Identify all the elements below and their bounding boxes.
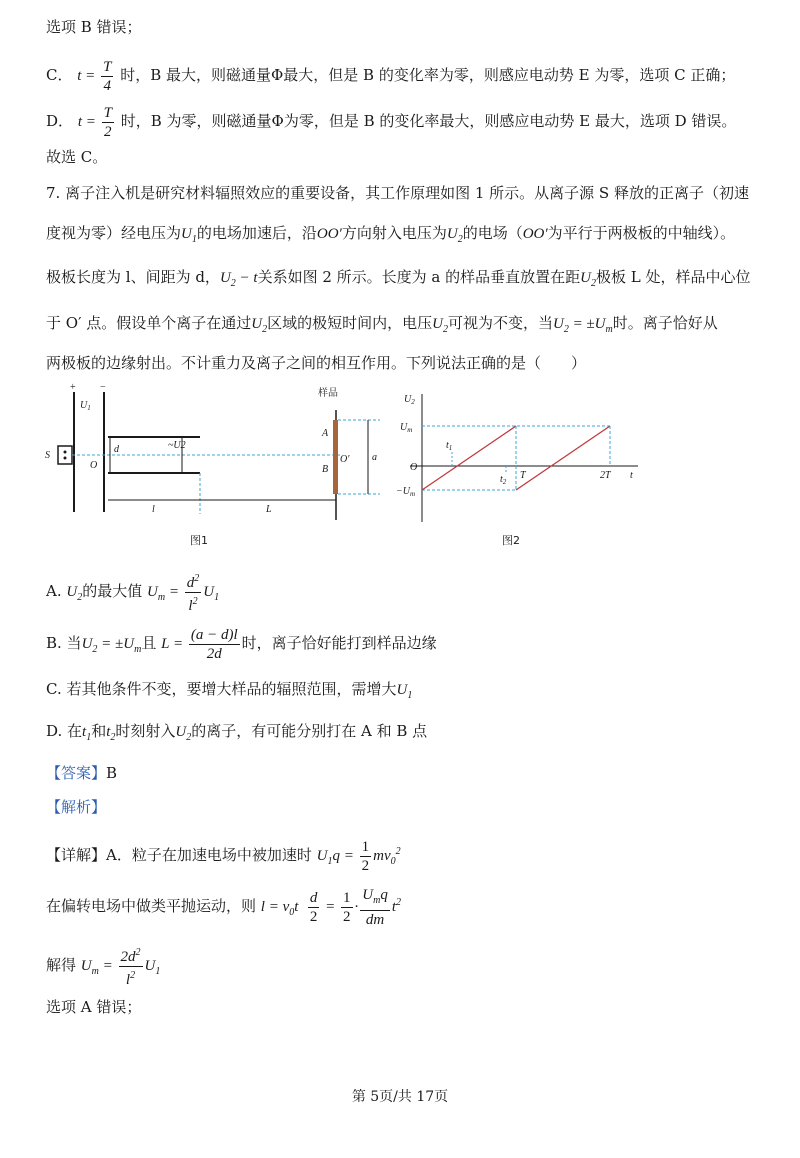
sym-U2: $U_2$ xyxy=(432,316,448,335)
detail-label: 【详解】 xyxy=(46,845,107,864)
t: 解得 xyxy=(46,955,77,974)
sym-U2: $U_2$ xyxy=(580,270,596,289)
text: 选项 B 错误； xyxy=(46,18,142,36)
t: 方向射入电压为 xyxy=(341,224,447,242)
sym-t2: $t_2$ xyxy=(106,724,116,743)
fig1-L: L xyxy=(266,504,272,515)
fig1-d: d xyxy=(114,444,119,455)
fig1-A: A xyxy=(322,428,329,439)
sym-U2: $U_2$ xyxy=(175,724,192,743)
fig2-neg-um: $-U_m$ xyxy=(396,486,416,498)
text: 两极板的边缘射出。不计重力及离子之间的相互作用。下列说法正确的是（ ） xyxy=(46,354,587,372)
sym-U2-t: $U_2 - t$ xyxy=(219,270,258,289)
text: 时，B 最大，则磁通量Φ最大，但是 B 的变化率为零，则感应电动势 E 为零，选项 C 正确； xyxy=(120,65,736,84)
t: 的电场加速后，沿 xyxy=(196,224,317,242)
sym-OO: OO′ xyxy=(316,226,342,242)
line-option-c xyxy=(46,58,770,95)
formula-t-eq-T2: t = $\frac{T}{2}$ xyxy=(77,105,112,140)
q7-line-5 xyxy=(46,352,770,374)
q7-line-2 xyxy=(46,222,770,251)
fig1-plus: + xyxy=(70,382,76,393)
t: C. 若其他条件不变，要增大样品的辐照范围，需增大 xyxy=(46,680,397,698)
prefix: D． xyxy=(46,111,74,130)
fig1-sample xyxy=(333,420,338,494)
line-option-d xyxy=(46,104,770,141)
t: 于 O′ 点。假设单个离子在通过 xyxy=(46,314,252,332)
fig1-u1: $U_1$ xyxy=(80,400,91,412)
t: D. 在 xyxy=(46,722,83,740)
fig1-a: a xyxy=(372,452,377,463)
fig2-caption: 图2 xyxy=(502,534,520,547)
t: 时。离子恰好从 xyxy=(612,314,718,332)
t: A．粒子在加速电场中被加速时 xyxy=(106,845,312,864)
t: 的离子，有可能分别打在 A 和 B 点 xyxy=(191,722,428,740)
detail-line-3 xyxy=(46,944,770,989)
text: 故选 C。 xyxy=(46,148,108,166)
fig2-t2: $t_2$ xyxy=(500,474,507,486)
text: 7. 离子注入机是研究材料辐照效应的重要设备，其工作原理如图 1 所示。从离子源 S 释放的正离子（初速 xyxy=(46,184,749,202)
formula-deflect: $l = v_0t$ $\frac{d}{2}$ = $\frac{1}{2}$ · $\frac{U_mq}{dm}$ $t^2$ xyxy=(260,887,402,928)
fig1-source xyxy=(58,446,72,464)
formula-result: $U_m$ = $\frac{2d^2}{l^2}$ $U_1$ xyxy=(81,958,161,974)
fig2-um: $U_m$ xyxy=(400,422,413,434)
option-b xyxy=(46,626,770,663)
line-option-b-wrong xyxy=(46,16,770,38)
t: 和 xyxy=(91,722,107,740)
figure-area xyxy=(40,382,660,552)
t: 的电场（ xyxy=(462,224,523,242)
t: 区域的极短时间内，电压 xyxy=(267,314,433,332)
option-a xyxy=(46,570,770,615)
sym-U1: $U_1$ xyxy=(181,226,197,245)
fig2-t-axis: t xyxy=(630,470,633,481)
formula-t-eq-T4: t = $\frac{T}{4}$ xyxy=(77,59,112,94)
sym-U2-pm-Um: $U_2 = \pm U_m$ xyxy=(81,635,142,655)
figure-2 xyxy=(396,394,638,522)
fig1-o: O xyxy=(90,460,98,471)
sym-U2-pm-Um: $U_2 = \pm U_m$ xyxy=(552,316,613,335)
t: 时刻射入 xyxy=(115,722,176,740)
sym-t1: $t_1$ xyxy=(82,724,92,743)
formula-L: L = $\frac{(a - d)l}{2d}$ xyxy=(161,627,238,662)
analysis-line xyxy=(46,796,770,818)
detail-line-4 xyxy=(46,996,770,1018)
fig2-u2: $U_2$ xyxy=(404,394,415,406)
sym-U2: $U_2$ xyxy=(446,226,463,245)
sym-OO: OO′ xyxy=(522,226,548,242)
fig1-B: B xyxy=(322,464,329,475)
t: 且 xyxy=(141,633,157,652)
figure-1 xyxy=(45,382,380,520)
detail-line-1 xyxy=(46,838,770,875)
q7-line-1 xyxy=(46,182,770,204)
fig1-l: l xyxy=(152,504,155,515)
q7-line-4 xyxy=(46,312,770,341)
fig2-T: T xyxy=(520,470,526,481)
prefix: C． xyxy=(46,65,73,84)
t: 为平行于两极板的中轴线）。 xyxy=(547,224,736,242)
t: 度视为零）经电压为 xyxy=(46,224,182,242)
q7-line-3 xyxy=(46,266,770,295)
t: 的最大值 xyxy=(82,581,143,600)
fig1-s: S xyxy=(45,450,50,461)
answer-value: B xyxy=(106,764,118,782)
fig2-2T: 2T xyxy=(600,470,611,481)
formula-accel: $U_1q$ = $\frac{1}{2}$ $mv_0^2$ xyxy=(316,839,401,874)
figure-svg xyxy=(40,382,660,552)
t: 极板 L 处，样品中心位 xyxy=(595,268,751,286)
line-choose xyxy=(46,146,770,168)
fig2-t1: $t_1$ xyxy=(446,440,453,452)
fig1-minus: − xyxy=(100,382,106,393)
fig1-sample-label: 样品 xyxy=(318,388,338,399)
answer-label: 【答案】 xyxy=(46,764,107,782)
page-footer: 第 5页/共 17页 xyxy=(351,1089,449,1105)
answer-line xyxy=(46,762,770,784)
t: 可视为不变，当 xyxy=(447,314,553,332)
option-c xyxy=(46,678,770,707)
detail-line-2 xyxy=(46,886,770,929)
t: 在偏转电场中做类平抛运动，则 xyxy=(46,896,257,915)
t: B. 当 xyxy=(46,633,82,652)
t: 极板长度为 l、间距为 d， xyxy=(46,268,220,286)
t: 时，离子恰好能打到样品边缘 xyxy=(241,633,437,652)
t: 关系如图 2 所示。长度为 a 的样品垂直放置在距 xyxy=(257,268,581,286)
sym-U1: $U_1$ xyxy=(396,682,413,701)
formula-um-a: $U_m$ = $\frac{d^2}{l^2}$ $U_1$ xyxy=(147,584,219,600)
sym-U2: $U_2$ xyxy=(66,583,83,603)
fig1-O-prime: O′ xyxy=(340,454,350,465)
analysis-label: 【解析】 xyxy=(46,798,107,816)
fig1-caption: 图1 xyxy=(190,534,208,547)
fig1-u2: ~U2 xyxy=(168,440,186,451)
option-d xyxy=(46,720,770,749)
t: 选项 A 错误； xyxy=(46,998,142,1016)
sym-U2: $U_2$ xyxy=(251,316,268,335)
t: A. xyxy=(46,581,62,600)
text: 时，B 为零，则磁通量Φ为零，但是 B 的变化率最大，则感应电动势 E 最大，选项 D 错误。 xyxy=(120,111,737,130)
fig2-o: O xyxy=(410,462,418,473)
